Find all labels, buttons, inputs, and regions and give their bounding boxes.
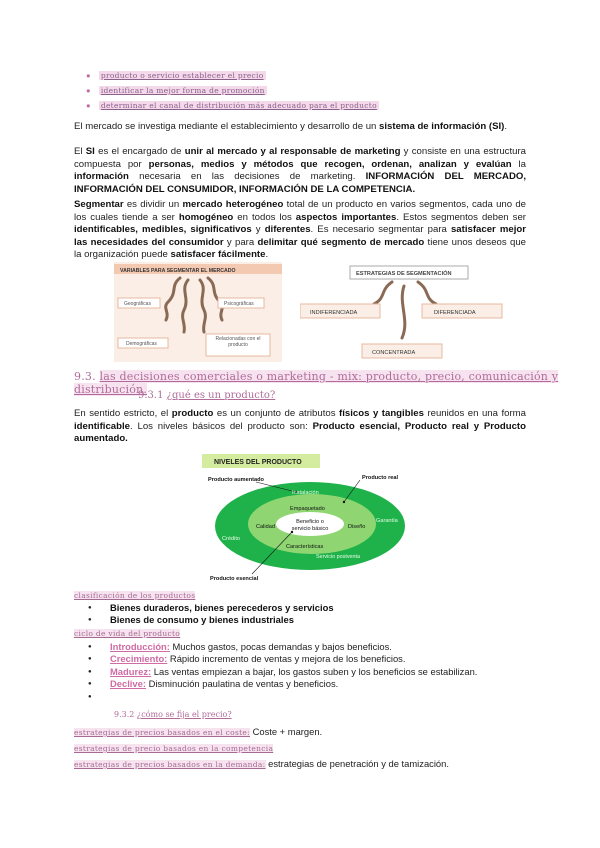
heading-ciclo-vida: ciclo de vida del producto (74, 629, 181, 638)
variable-geograficas: Geográficas (124, 301, 151, 307)
list-item: ● Crecimiento: Rápido incremento de ventas y mejora de los beneficios. (74, 653, 477, 665)
outer-label: Instalación (292, 490, 319, 496)
list-item: ● determinar el canal de distribución más adecuado para el producto (86, 101, 377, 110)
precio-demanda-line: estrategias de precios basados en la demanda: estrategias de penetración y de tamización. (74, 758, 449, 769)
middle-label: Características (286, 544, 324, 550)
segmentation-variables-diagram (114, 262, 282, 362)
segmentation-strategies-diagram (300, 264, 504, 360)
label-real: Producto real (362, 475, 399, 481)
strategy-concentrada: CONCENTRADA (372, 350, 416, 356)
outer-label: Garantía (376, 518, 398, 524)
label-esencial: Producto esencial (210, 576, 259, 582)
label-aumentado: Producto aumentado (208, 477, 264, 483)
ciclo-list (74, 641, 477, 691)
strategy-indiferenciada: INDIFERENCIADA (310, 310, 358, 316)
product-levels-diagram (200, 452, 416, 584)
list-item: ● Introducción: Muchos gastos, pocas demandas y bajos beneficios. (74, 641, 477, 653)
section-heading-9-3-2: 9.3.2 ¿cómo se fija el precio? (114, 710, 232, 719)
top-highlight-list (86, 70, 379, 115)
paragraph-producto: En sentido estricto, el producto es un conjunto de atributos físicos y tangibles reunidos en una forma identificable. Los niveles básicos del producto son: Producto esencial, Producto real y Producto aumentado. (74, 408, 526, 445)
outer-label: Crédito (222, 536, 241, 542)
heading-clasificacion: clasificación de los productos (74, 591, 196, 600)
variable-relacionadas: Relacionadas con el producto (215, 336, 261, 348)
clasificacion-list (74, 602, 334, 627)
list-item: ● Declive: Disminución paulatina de ventas y beneficios. (74, 678, 477, 690)
strategy-diferenciada: DIFERENCIADA (434, 310, 476, 316)
list-item: ● producto o servicio establecer el precio (86, 71, 264, 80)
list-item: ● Madurez: Las ventas empiezan a bajar, los gastos suben y los beneficios se estabilizan. (74, 666, 477, 678)
arrow-decoration (418, 282, 436, 304)
variables-title: VARIABLES PARA SEGMENTAR EL MERCADO (120, 268, 236, 274)
section-heading-9-3-1: 9.3.1 ¿qué es un producto? (138, 390, 276, 401)
precio-coste-line: estrategias de precios basados en el coste: Coste + margen. (74, 726, 323, 737)
paragraph-si-intro: El mercado se investiga mediante el establecimiento y desarrollo de un sistema de información (SI). (74, 121, 507, 132)
arrow-decoration (402, 286, 405, 338)
middle-label: Diseño (348, 524, 366, 530)
paragraph-segmentar: Segmentar es dividir un mercado heterogéneo total de un producto en varios segmentos, cada uno de los cuales tiende a ser homogéneo en todos los aspectos importantes. Estos segmentos deben ser identificables, medibles, significativos y diferentes. Es necesario segmentar para satisfacer mejor las necesidades del consumidor y para delimitar qué segmento de mercado tiene unos deseos que la organización puede satisfacer fácilmente. (74, 199, 527, 261)
paragraph-si-definition: El SI es el encargado de unir al mercado y al responsable de marketing y consiste en una estructura compuesta por personas, medios y métodos que recogen, ordenan, analizan y evalúan la información necesaria en las decisiones de marketing. INFORMACIÓN DEL MERCADO, INFORMACIÓN DEL CONSUMIDOR, INFORMACIÓN DE LA COMPETENCIA. (74, 146, 526, 195)
list-item: ● identificar la mejor forma de promoción (86, 86, 265, 95)
core-label: servicio básico (291, 526, 329, 532)
middle-label: Calidad (256, 524, 275, 530)
variable-demograficas: Demográficas (126, 341, 157, 347)
core-label: Beneficio o (296, 519, 324, 525)
section-heading-9-3: 9.3. las decisiones comerciales o marketing - mix: producto, precio, comunicación y distribución. (74, 370, 559, 396)
precio-competencia-line: estrategias de precio basados en la competencia (74, 744, 274, 753)
list-item: ● Bienes de consumo y bienes industriales (74, 614, 334, 626)
strategies-title: ESTRATEGIAS DE SEGMENTACIÓN (356, 271, 452, 277)
variable-psicograficas: Psicográficas (224, 301, 254, 307)
list-item: ● Bienes duraderos, bienes perecederos y servicios (74, 602, 334, 614)
levels-title: NIVELES DEL PRODUCTO (214, 459, 302, 466)
arrow-decoration (374, 282, 392, 304)
outer-label: Servicio postventa (316, 554, 361, 560)
middle-label: Empaquetado (290, 506, 325, 512)
